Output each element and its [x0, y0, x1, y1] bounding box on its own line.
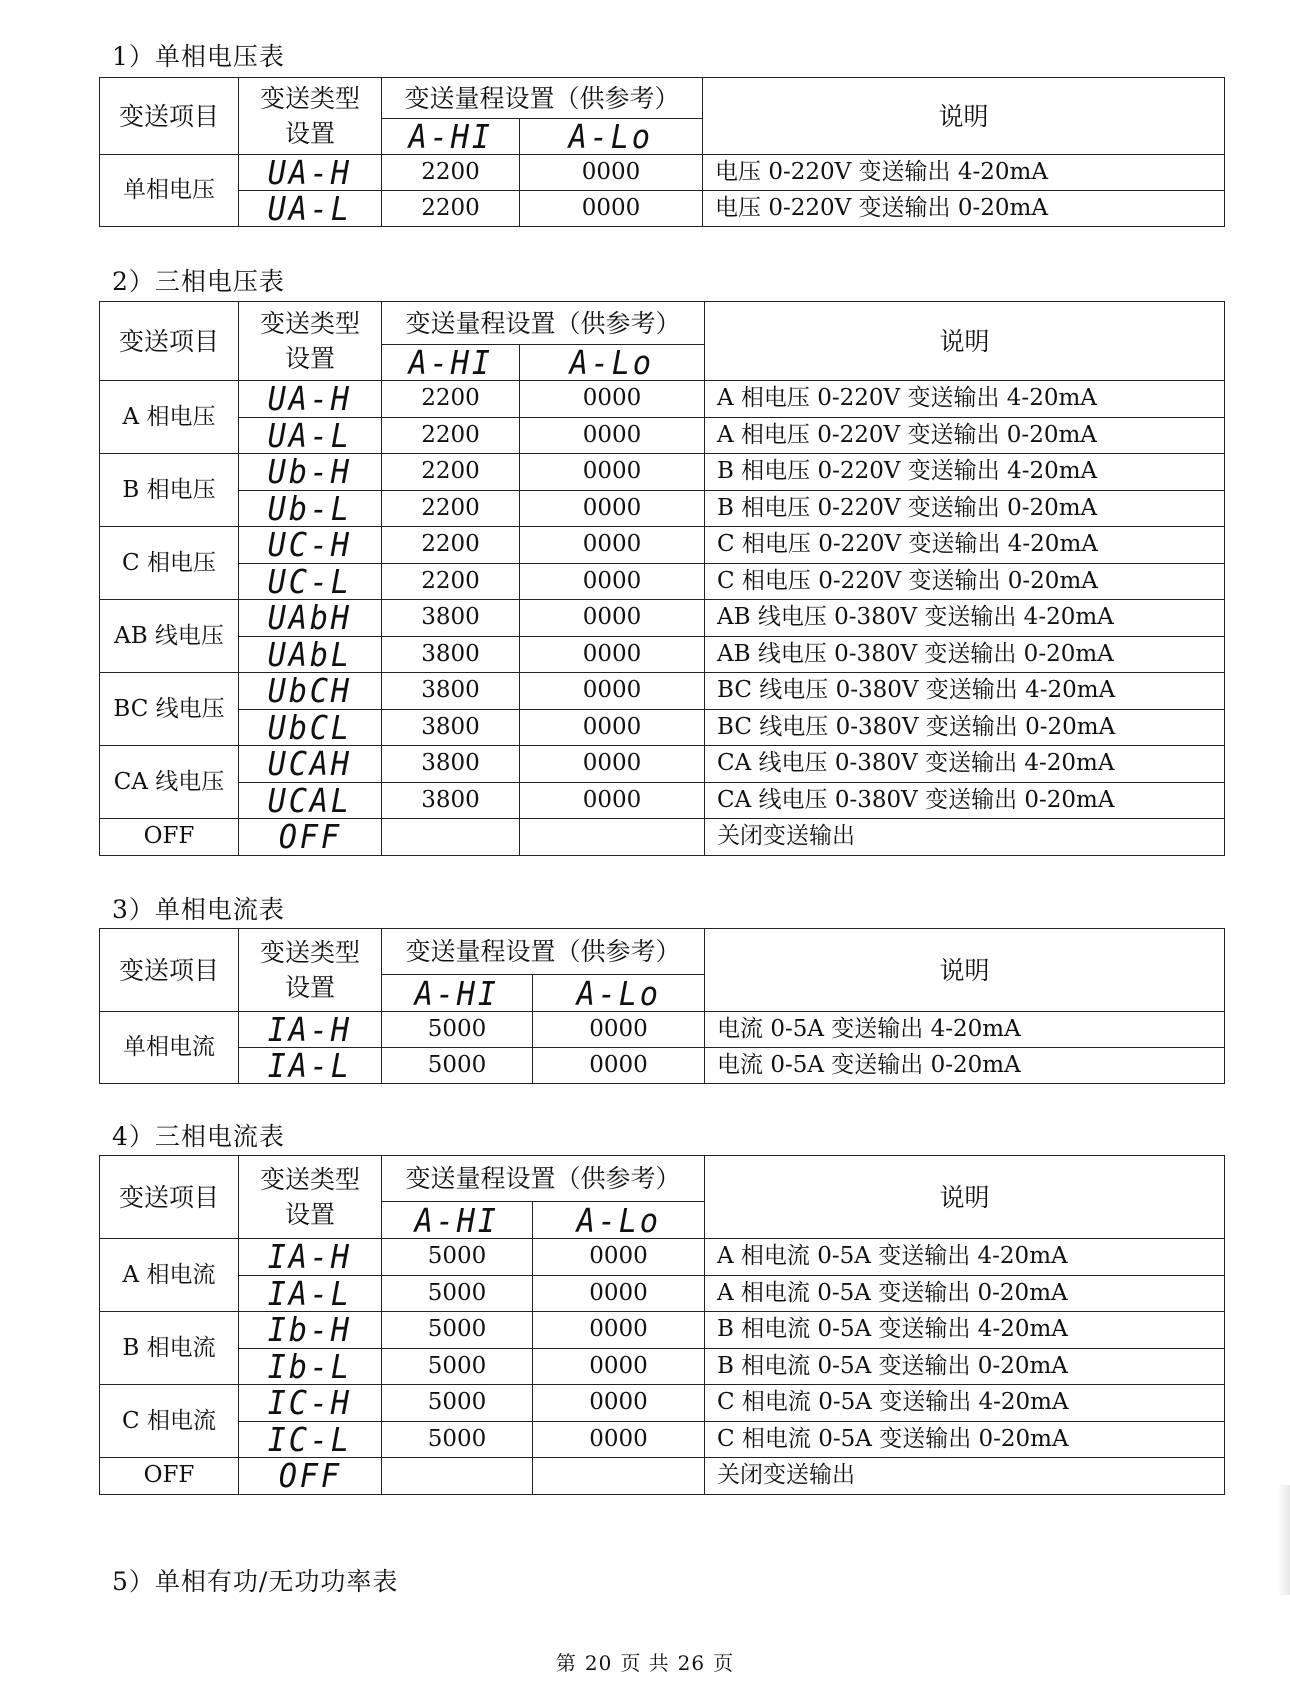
- group-label: C 相电流: [100, 1385, 239, 1458]
- range-hi: 5000: [382, 1239, 533, 1276]
- header-lo: A-Lo: [576, 1201, 661, 1239]
- header-item: 变送项目: [100, 1156, 239, 1239]
- range-lo: 0000: [520, 600, 705, 637]
- range-hi: 5000: [382, 1312, 533, 1349]
- group-label: B 相电压: [100, 454, 239, 527]
- footer-prefix: 第: [555, 1651, 577, 1675]
- type-code: UAbL: [267, 636, 353, 673]
- type-code: IA-L: [267, 1275, 353, 1312]
- table-single-phase-current: [99, 928, 1225, 1084]
- group-label: A 相电压: [100, 381, 239, 454]
- group-label: B 相电流: [100, 1312, 239, 1385]
- header-hi: A-HI: [414, 1201, 500, 1239]
- range-lo: 0000: [520, 191, 703, 227]
- range-hi: 2200: [382, 155, 520, 191]
- description: A 相电压 0-220V 变送输出 0-20mA: [705, 417, 1225, 454]
- range-hi: 5000: [382, 1348, 533, 1385]
- range-hi: 3800: [382, 673, 520, 710]
- header-range: 变送量程设置（供参考）: [382, 929, 705, 975]
- description: 电压 0-220V 变送输出 4-20mA: [703, 155, 1225, 191]
- type-code: IA-L: [267, 1047, 353, 1084]
- header-type: 变送类型 设置: [239, 929, 382, 1012]
- range-lo: 0000: [520, 454, 705, 491]
- description: BC 线电压 0-380V 变送输出 0-20mA: [705, 709, 1225, 746]
- header-item: 变送项目: [100, 302, 239, 381]
- header-type: 变送类型 设置: [239, 302, 382, 381]
- description: C 相电流 0-5A 变送输出 0-20mA: [705, 1421, 1225, 1458]
- type-code: OFF: [278, 818, 342, 855]
- description: C 相电流 0-5A 变送输出 4-20mA: [705, 1385, 1225, 1422]
- range-lo: 0000: [520, 636, 705, 673]
- description: B 相电压 0-220V 变送输出 0-20mA: [705, 490, 1225, 527]
- group-label: C 相电压: [100, 527, 239, 600]
- type-code: Ib-L: [267, 1348, 353, 1385]
- description: 关闭变送输出: [705, 819, 1225, 856]
- range-hi: 2200: [382, 454, 520, 491]
- type-code: UC-H: [267, 526, 353, 563]
- description: B 相电流 0-5A 变送输出 0-20mA: [705, 1348, 1225, 1385]
- header-hi: A-HI: [408, 118, 493, 155]
- footer-page-number: 20: [584, 1651, 613, 1675]
- type-code: IC-H: [267, 1384, 353, 1421]
- description: A 相电流 0-5A 变送输出 4-20mA: [705, 1239, 1225, 1276]
- section-title-4: 4）三相电流表: [112, 1122, 285, 1151]
- description: A 相电压 0-220V 变送输出 4-20mA: [705, 381, 1225, 418]
- range-lo: 0000: [520, 490, 705, 527]
- description: 电流 0-5A 变送输出 4-20mA: [705, 1012, 1225, 1048]
- type-code: UA-H: [267, 380, 353, 417]
- description: C 相电压 0-220V 变送输出 4-20mA: [705, 527, 1225, 564]
- range-lo: 0000: [533, 1385, 705, 1422]
- range-lo: 0000: [520, 709, 705, 746]
- header-type: 变送类型 设置: [239, 1156, 382, 1239]
- header-lo: A-Lo: [576, 974, 661, 1012]
- description: CA 线电压 0-380V 变送输出 0-20mA: [705, 782, 1225, 819]
- description: C 相电压 0-220V 变送输出 0-20mA: [705, 563, 1225, 600]
- group-label: AB 线电压: [100, 600, 239, 673]
- range-hi: 2200: [382, 527, 520, 564]
- description: 电压 0-220V 变送输出 0-20mA: [703, 191, 1225, 227]
- type-code: OFF: [278, 1457, 342, 1494]
- type-code: UC-L: [267, 563, 353, 600]
- header-type: 变送类型 设置: [239, 78, 382, 155]
- header-item: 变送项目: [100, 78, 239, 155]
- group-label: 单相电流: [100, 1012, 239, 1084]
- range-lo: 0000: [533, 1048, 705, 1084]
- description: 关闭变送输出: [705, 1458, 1225, 1495]
- range-lo: [533, 1458, 705, 1495]
- range-lo: 0000: [520, 673, 705, 710]
- range-hi: 2200: [382, 381, 520, 418]
- range-lo: 0000: [520, 417, 705, 454]
- range-lo: 0000: [520, 527, 705, 564]
- footer-mid: 页 共: [620, 1651, 670, 1675]
- section-title-2: 2）三相电压表: [112, 267, 285, 296]
- group-label: 单相电压: [100, 155, 239, 227]
- range-hi: 5000: [382, 1421, 533, 1458]
- range-lo: 0000: [520, 155, 703, 191]
- section-title-3: 3）单相电流表: [112, 895, 285, 924]
- range-hi: 3800: [382, 782, 520, 819]
- type-code: UbCH: [267, 672, 353, 709]
- range-lo: [520, 819, 705, 856]
- range-hi: 5000: [382, 1012, 533, 1048]
- range-lo: 0000: [533, 1421, 705, 1458]
- range-hi: [382, 1458, 533, 1495]
- range-hi: 5000: [382, 1048, 533, 1084]
- group-label: OFF: [100, 1458, 239, 1495]
- header-range: 变送量程设置（供参考）: [382, 78, 703, 119]
- range-hi: 3800: [382, 709, 520, 746]
- footer-total-pages: 26: [677, 1651, 706, 1675]
- range-lo: 0000: [533, 1275, 705, 1312]
- range-lo: 0000: [520, 563, 705, 600]
- range-lo: 0000: [533, 1239, 705, 1276]
- header-desc: 说明: [705, 929, 1225, 1012]
- page-edge-shadow: [1278, 1485, 1290, 1595]
- header-desc: 说明: [703, 78, 1225, 155]
- table-single-phase-voltage: [99, 77, 1225, 227]
- table-three-phase-current: [99, 1155, 1225, 1495]
- header-lo: A-Lo: [568, 118, 654, 155]
- description: 电流 0-5A 变送输出 0-20mA: [705, 1048, 1225, 1084]
- range-hi: [382, 819, 520, 856]
- description: BC 线电压 0-380V 变送输出 4-20mA: [705, 673, 1225, 710]
- range-hi: 3800: [382, 600, 520, 637]
- type-code: Ub-H: [267, 453, 353, 490]
- type-code: UAbH: [267, 599, 353, 636]
- type-code: UCAH: [267, 745, 353, 782]
- range-lo: 0000: [520, 782, 705, 819]
- footer-suffix: 页: [713, 1651, 735, 1675]
- page-footer: [0, 1647, 1290, 1676]
- description: B 相电压 0-220V 变送输出 4-20mA: [705, 454, 1225, 491]
- type-code: UCAL: [267, 782, 353, 819]
- description: A 相电流 0-5A 变送输出 0-20mA: [705, 1275, 1225, 1312]
- header-desc: 说明: [705, 1156, 1225, 1239]
- description: CA 线电压 0-380V 变送输出 4-20mA: [705, 746, 1225, 783]
- group-label: A 相电流: [100, 1239, 239, 1312]
- type-code: IA-H: [267, 1238, 353, 1275]
- range-lo: 0000: [520, 746, 705, 783]
- table-three-phase-voltage: [99, 301, 1225, 856]
- type-code: Ub-L: [267, 490, 353, 527]
- range-lo: 0000: [533, 1012, 705, 1048]
- type-code: IC-L: [267, 1421, 353, 1458]
- range-lo: 0000: [533, 1348, 705, 1385]
- type-code: Ib-H: [267, 1311, 353, 1348]
- group-label: BC 线电压: [100, 673, 239, 746]
- header-desc: 说明: [705, 302, 1225, 381]
- type-code: UA-H: [267, 154, 353, 191]
- type-code: UA-L: [267, 417, 353, 454]
- range-hi: 5000: [382, 1275, 533, 1312]
- range-hi: 3800: [382, 636, 520, 673]
- section-title-5: 5）单相有功/无功功率表: [112, 1567, 399, 1596]
- header-hi: A-HI: [408, 344, 493, 381]
- header-range: 变送量程设置（供参考）: [382, 1156, 705, 1202]
- header-lo: A-Lo: [569, 344, 655, 381]
- section-title-1: 1）单相电压表: [112, 42, 285, 71]
- header-range: 变送量程设置（供参考）: [382, 302, 705, 345]
- range-hi: 2200: [382, 563, 520, 600]
- range-lo: 0000: [533, 1312, 705, 1349]
- range-hi: 3800: [382, 746, 520, 783]
- description: AB 线电压 0-380V 变送输出 0-20mA: [705, 636, 1225, 673]
- description: AB 线电压 0-380V 变送输出 4-20mA: [705, 600, 1225, 637]
- type-code: IA-H: [267, 1011, 353, 1048]
- header-hi: A-HI: [414, 974, 500, 1012]
- range-hi: 2200: [382, 191, 520, 227]
- type-code: UbCL: [267, 709, 353, 746]
- range-hi: 2200: [382, 490, 520, 527]
- type-code: UA-L: [267, 190, 353, 227]
- description: B 相电流 0-5A 变送输出 4-20mA: [705, 1312, 1225, 1349]
- header-item: 变送项目: [100, 929, 239, 1012]
- group-label: CA 线电压: [100, 746, 239, 819]
- range-hi: 2200: [382, 417, 520, 454]
- range-hi: 5000: [382, 1385, 533, 1422]
- range-lo: 0000: [520, 381, 705, 418]
- group-label: OFF: [100, 819, 239, 856]
